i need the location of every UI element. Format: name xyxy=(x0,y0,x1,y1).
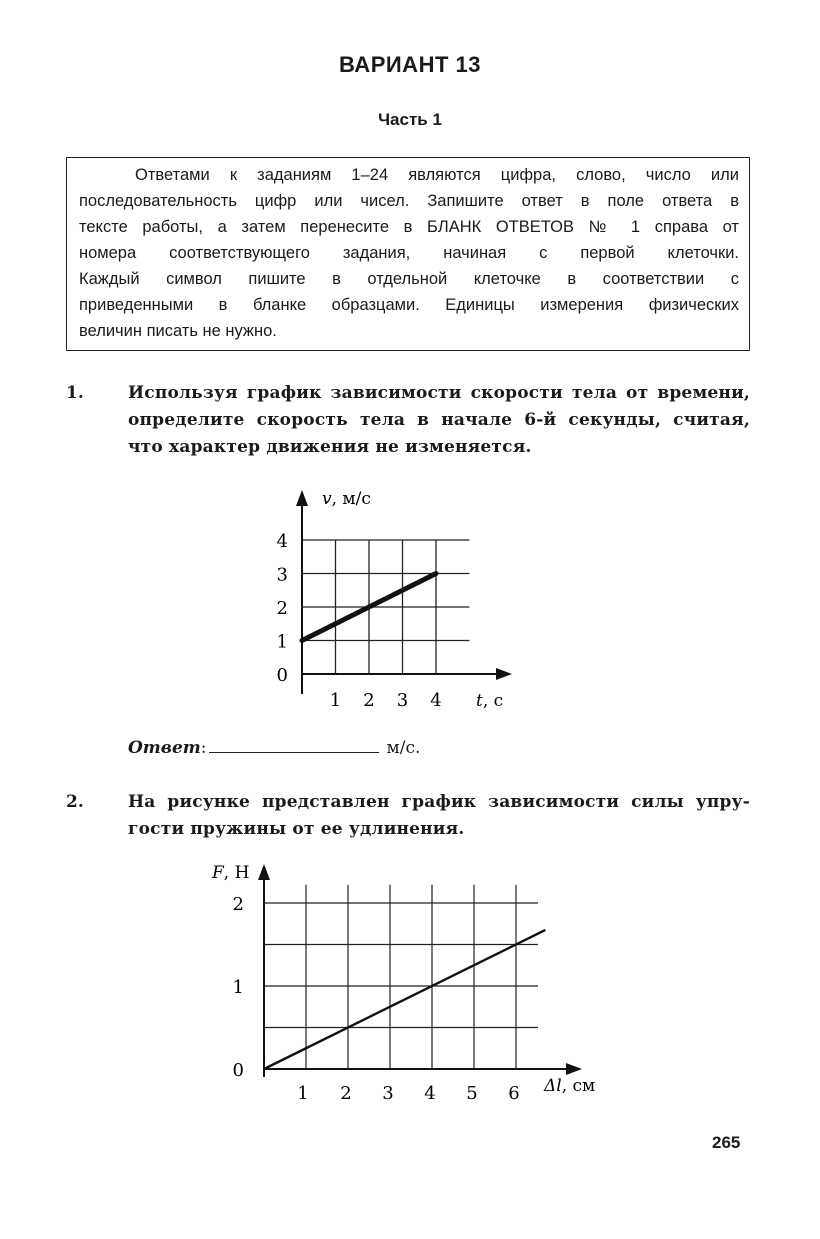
y-axis-label: v, м/с xyxy=(322,489,371,509)
y-tick-label: 2 xyxy=(276,598,288,619)
y-axis-arrow xyxy=(258,864,270,880)
origin-label: 0 xyxy=(276,665,288,686)
x-tick-label: 4 xyxy=(424,1083,436,1104)
question-1-line: определите скорость тела в начале 6-й секунды, считая, xyxy=(128,410,750,430)
x-tick-label: 5 xyxy=(466,1083,478,1104)
origin-label: 0 xyxy=(232,1060,244,1081)
answer-unit: м/с. xyxy=(386,738,421,758)
x-tick-label: 3 xyxy=(396,690,409,711)
instruction-line: величин писать не нужно. xyxy=(79,322,277,340)
instruction-line: Ответами к заданиям 1–24 являются цифра, слово, число или xyxy=(135,166,739,184)
instruction-line: последовательность цифр или чисел. Запишите ответ в поле ответа в xyxy=(79,192,739,210)
x-tick-label: 1 xyxy=(297,1083,309,1104)
velocity-time-chart xyxy=(250,480,540,720)
x-axis-arrow xyxy=(566,1063,582,1075)
y-tick-label: 4 xyxy=(276,531,288,552)
y-axis-label: F, Н xyxy=(212,863,250,883)
answer-label: Ответ xyxy=(128,738,201,758)
instruction-line: приведенными в бланке образцами. Единицы измерения физических xyxy=(79,296,739,314)
x-axis-label: t, с xyxy=(476,691,504,711)
answer-blank xyxy=(209,736,379,753)
instruction-line: тексте работы, а затем перенесите в БЛАНК ОТВЕТОВ № 1 справа от xyxy=(79,218,739,236)
answer-colon: : xyxy=(200,738,207,758)
x-axis-arrow xyxy=(496,668,512,680)
question-1-line: Используя график зависимости скорости тела от времени, xyxy=(128,383,750,403)
page-number: 265 xyxy=(712,1133,741,1152)
question-2-line: На рисунке представлен график зависимости силы упру- xyxy=(128,792,750,812)
x-tick-label: 1 xyxy=(329,690,342,711)
instruction-line: Каждый символ пишите в отдельной клеточке в соответствии с xyxy=(79,270,739,288)
x-tick-label: 2 xyxy=(340,1083,352,1104)
y-tick-label: 3 xyxy=(276,564,288,586)
instructions-box xyxy=(66,157,750,351)
question-2-number: 2. xyxy=(66,792,84,812)
x-tick-label: 3 xyxy=(382,1083,394,1104)
instruction-line: номера соответствующего задания, начиная с первой клеточки. xyxy=(79,244,739,262)
part-title: Часть 1 xyxy=(378,110,442,129)
y-axis-arrow xyxy=(296,490,308,506)
question-1-line: что характер движения не изменяется. xyxy=(128,437,532,457)
question-2-line: гости пружины от ее удлинения. xyxy=(128,819,465,839)
y-tick-label: 1 xyxy=(232,977,244,998)
x-tick-label: 2 xyxy=(363,690,375,711)
answer-row xyxy=(128,736,420,758)
x-tick-label: 4 xyxy=(430,690,442,711)
x-axis-label: Δl, см xyxy=(544,1076,596,1096)
force-elongation-chart xyxy=(200,850,620,1115)
y-tick-label: 1 xyxy=(276,631,288,653)
page-title: ВАРИАНТ 13 xyxy=(339,52,481,77)
question-1-number: 1. xyxy=(66,383,84,403)
y-tick-label: 2 xyxy=(232,894,244,915)
x-tick-label: 6 xyxy=(508,1083,520,1104)
